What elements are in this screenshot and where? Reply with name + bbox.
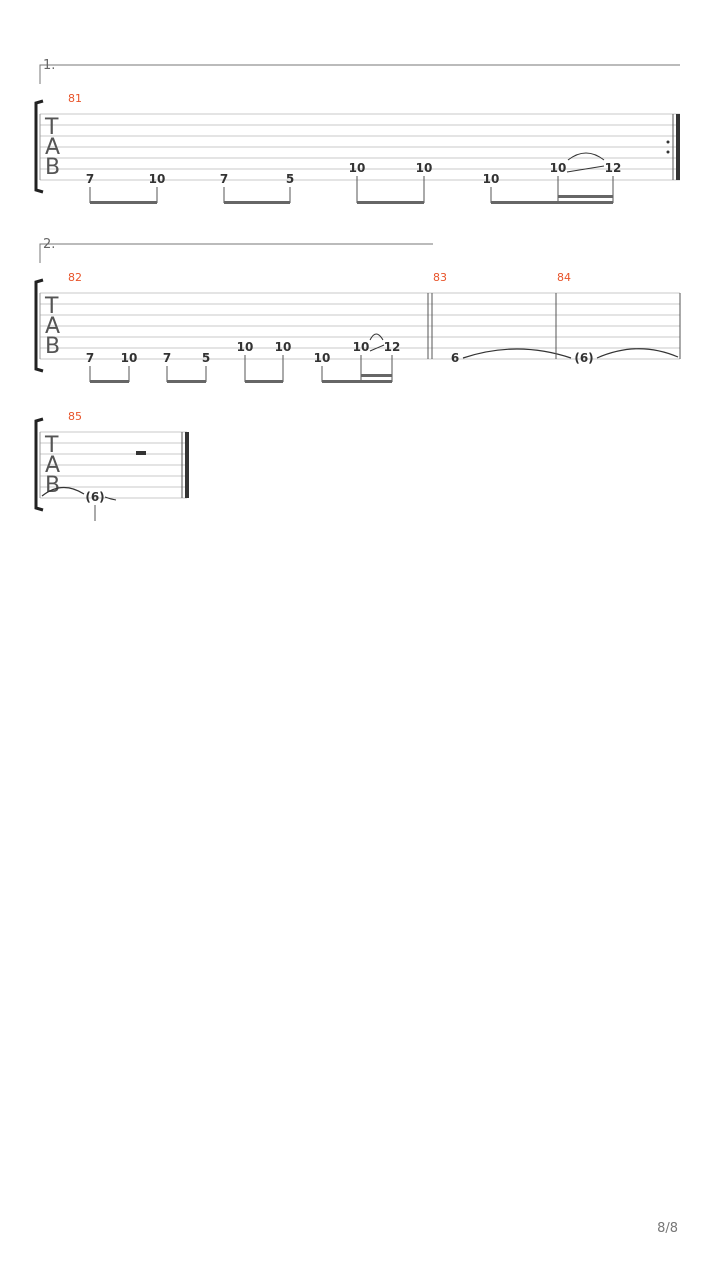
volta-label: 1.	[43, 58, 56, 73]
fret-number: 7	[162, 351, 172, 365]
rhythm-beams	[90, 374, 392, 383]
fret-number: 5	[285, 172, 295, 186]
rhythm-beams	[90, 195, 613, 204]
fret-number: 10	[236, 340, 254, 354]
fret-number: 10	[148, 172, 166, 186]
fret-number: 7	[219, 172, 229, 186]
fret-number: 10	[415, 161, 433, 175]
volta-label: 2.	[43, 237, 56, 252]
volta-second-ending	[40, 237, 433, 263]
system-1	[36, 58, 680, 204]
fret-number: 7	[85, 351, 95, 365]
system-2	[36, 237, 680, 383]
tab-clef-b: B	[45, 155, 61, 180]
tab-clef-b: B	[45, 473, 61, 498]
measure-number: 81	[68, 92, 82, 105]
tab-clef-b: B	[45, 334, 61, 359]
fret-number: 10	[274, 340, 292, 354]
tab-clef-a: A	[45, 135, 61, 160]
system-3	[36, 410, 189, 521]
measure-number: 82	[68, 271, 82, 284]
fret-number: 10	[549, 161, 567, 175]
fret-number: (6)	[85, 490, 105, 504]
measure-number: 85	[68, 410, 82, 423]
page-number: 8/8	[657, 1221, 678, 1236]
fret-number: 10	[313, 351, 331, 365]
fret-number: 5	[201, 351, 211, 365]
volta-first-ending	[40, 58, 680, 84]
tie-arc	[597, 349, 678, 358]
fret-number: 10	[348, 161, 366, 175]
fret-number: 6	[450, 351, 460, 365]
rest-symbol	[136, 451, 146, 455]
hammer-on-arc	[568, 153, 604, 160]
tab-clef-t: T	[45, 115, 59, 140]
fret-number: 12	[604, 161, 622, 175]
measure-number: 84	[557, 271, 571, 284]
tie-arc	[463, 349, 571, 358]
tab-clef-a: A	[45, 314, 61, 339]
fret-number: 10	[120, 351, 138, 365]
tab-clef-t: T	[45, 294, 59, 319]
tab-clef-t: T	[45, 433, 59, 458]
measure-number: 83	[433, 271, 447, 284]
fret-number: 12	[383, 340, 401, 354]
fret-number: 7	[85, 172, 95, 186]
fret-number: (6)	[574, 351, 594, 365]
fret-number: 10	[352, 340, 370, 354]
fret-number: 10	[482, 172, 500, 186]
tab-clef-a: A	[45, 453, 61, 478]
